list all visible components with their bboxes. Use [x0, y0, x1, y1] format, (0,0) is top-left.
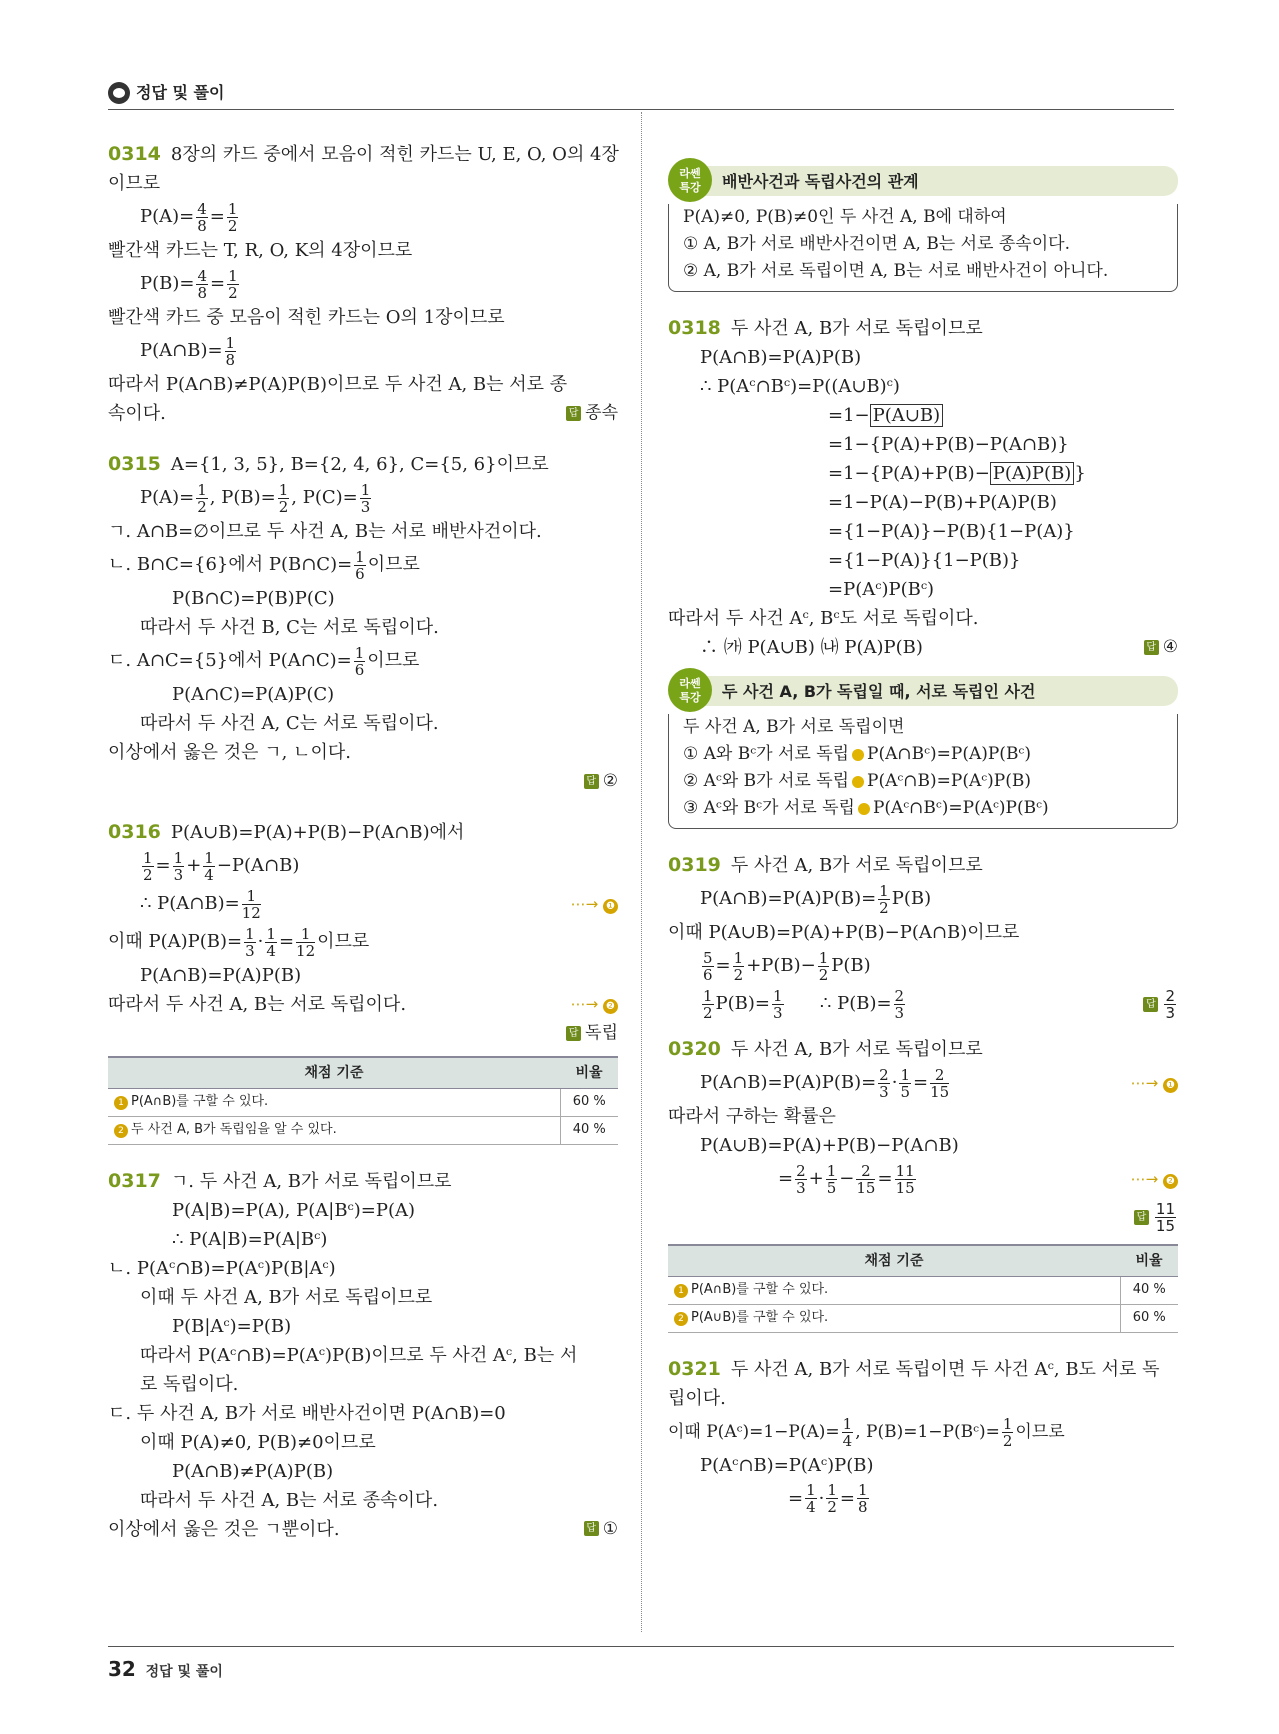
- line: 이때 P(A∪B)=P(A)+P(B)−P(A∩B)이므로: [668, 922, 1020, 943]
- line: =1−{P(A)+P(B)−: [828, 463, 990, 484]
- fraction: $\frac{1}{3}$: [173, 848, 184, 884]
- table-header: 비율: [560, 1057, 618, 1089]
- table-cell: 60 %: [1120, 1305, 1178, 1333]
- step-marker: ❶: [1163, 1078, 1178, 1093]
- line: ={1−P(A)}{1−P(B)}: [828, 550, 1021, 571]
- page-footer: [108, 1646, 1174, 1686]
- fraction: $\frac{1}{2}$: [197, 480, 207, 516]
- fraction: $\frac{1}{2}$: [879, 881, 889, 917]
- problem-number: 0321: [668, 1357, 721, 1380]
- arrow-icon: [852, 749, 864, 761]
- line: 8장의 카드 중에서 모음이 적힌 카드는 U, E, O, O의 4장: [170, 144, 619, 165]
- line: 따라서 두 사건 A, B는 서로 종속이다.: [140, 1489, 439, 1511]
- problem-number: 0317: [108, 1169, 161, 1192]
- line: , P(B)=: [209, 487, 276, 508]
- line: P(B): [831, 955, 871, 976]
- line: P(A∩Bᶜ)=P(A)P(Bᶜ): [867, 744, 1031, 764]
- fraction: $\frac{4}{8}$: [197, 199, 207, 235]
- line: 따라서 두 사건 A, C는 서로 독립이다.: [140, 713, 439, 734]
- fraction: $\frac{2}{3}$: [894, 986, 905, 1022]
- lecture-header: [679, 166, 1178, 196]
- line: A={1, 3, 5}, B={2, 4, 6}, C={5, 6}이므로: [170, 454, 549, 475]
- line: P(A∩B)=P(A)P(B)=: [700, 888, 877, 909]
- line: 이므로: [108, 173, 161, 194]
- line: P(A∪B)=P(A)+P(B)−P(A∩B)에서: [170, 822, 465, 843]
- answer-icon: 답: [566, 406, 581, 421]
- line: 이때 P(Aᶜ)=1−P(A)=: [668, 1421, 840, 1442]
- table-cell: 40 %: [1120, 1277, 1178, 1305]
- answer-icon: 답: [584, 1521, 599, 1536]
- line: 두 사건 A, B가 서로 독립이면 두 사건 Aᶜ, B도 서로 독: [730, 1358, 1160, 1380]
- answer: $\frac{2}{3}$: [1165, 987, 1175, 1022]
- fraction: $\frac{1}{2}$: [1002, 1414, 1013, 1450]
- problem-number: 0319: [668, 854, 721, 876]
- fraction: $\frac{1}{12}$: [296, 924, 316, 960]
- step-marker: ❷: [603, 999, 618, 1014]
- boxed-blank: P(A∪B): [870, 404, 943, 427]
- lecture-title: 배반사건과 독립사건의 관계: [722, 172, 919, 191]
- problem-0318: [668, 314, 1178, 662]
- fraction: $\frac{1}{4}$: [842, 1414, 853, 1450]
- line: 따라서 P(Aᶜ∩B)=P(Aᶜ)P(B)이므로 두 사건 Aᶜ, B는 서: [140, 1344, 578, 1366]
- line: P(A∩B)=: [140, 340, 223, 361]
- table-header: 채점 기준: [668, 1245, 1120, 1277]
- line: ① A, B가 서로 배반사건이면 A, B는 서로 종속이다.: [683, 234, 1070, 254]
- line: P(A∩B)≠P(A)P(B): [172, 1460, 334, 1482]
- problem-0320: 0320 두 사건 A, B가 서로 독립이므로 P(A∩B)=P(A)P(B)= $\frac{2}{3}$ · $\frac{1}{5}$ = $\frac{2}{15}$ ⋯→ ❶ 따라서 구하는 확률은 P(A∪B)=P(A)+P(B)−P(A∩B) = $\frac{2}{3}$ + $\frac{1}{5}$ − $\frac{2}{15}$ = $\frac{11}{15}$ ⋯→ ❷ 답 $\frac{11}{15}$ 채점 기준 비율 1 P(A∩B)를 구할 수 있다. 40 % 2 P(A∪B)를 구할 수 있다. 60 %: [668, 1035, 1178, 1333]
- line: P(A|B)=P(A), P(A|Bᶜ)=P(A): [172, 1199, 416, 1221]
- line: =P(Aᶜ)P(Bᶜ): [828, 579, 935, 600]
- fraction: $\frac{1}{4}$: [806, 1481, 816, 1517]
- line: 이므로: [1015, 1421, 1065, 1442]
- lecture-header: [679, 676, 1178, 706]
- answer: ④: [1162, 637, 1178, 657]
- fraction: $\frac{1}{5}$: [900, 1065, 910, 1101]
- line: , P(B)=1−P(Bᶜ)=: [855, 1421, 1000, 1442]
- answer-icon: 답: [1144, 640, 1159, 655]
- line: 로 독립이다.: [140, 1373, 239, 1395]
- table-header: 채점 기준: [108, 1057, 560, 1089]
- fraction: $\frac{2}{3}$: [796, 1161, 806, 1197]
- line: ∴ P(Aᶜ∩Bᶜ)=P((A∪B)ᶜ): [700, 376, 900, 397]
- fraction: $\frac{1}{5}$: [826, 1161, 837, 1197]
- problem-0321: 0321 두 사건 A, B가 서로 독립이면 두 사건 Aᶜ, B도 서로 독 립이다. 이때 P(Aᶜ)=1−P(A)= $\frac{1}{4}$ , P(B)=1−P(Bᶜ)= $\frac{1}{2}$ 이므로 P(Aᶜ∩B)=P(Aᶜ)P(B) = $\frac{1}{4}$ · $\frac{1}{2}$ = $\frac{1}{8}$: [668, 1355, 1178, 1518]
- line: 두 사건 A, B가 서로 독립이므로: [730, 1039, 983, 1060]
- table-row: [668, 1277, 1178, 1305]
- header-title: 정답 및 풀이: [136, 83, 225, 102]
- line: −P(A∩B): [216, 855, 300, 876]
- problem-number: 0316: [108, 821, 161, 843]
- line: ② Aᶜ와 B가 서로 독립: [683, 771, 850, 791]
- line: 따라서 두 사건 Aᶜ, Bᶜ도 서로 독립이다.: [668, 608, 979, 629]
- step-marker: 1: [674, 1284, 688, 1298]
- grading-table: [668, 1244, 1178, 1333]
- line: }: [1074, 463, 1086, 484]
- line: 이므로: [367, 554, 420, 575]
- line: 속이다.: [108, 403, 166, 424]
- left-column: [108, 140, 618, 1566]
- problem-number: 0315: [108, 453, 161, 475]
- special-lecture-box: [668, 676, 1178, 829]
- step-marker: 2: [114, 1124, 128, 1138]
- answer-icon: 답: [566, 1026, 581, 1041]
- line: ∴ P(B)=: [819, 993, 892, 1014]
- line: 두 사건 A, B가 서로 독립이면: [683, 717, 905, 737]
- line: P(A∩C)=P(A)P(C): [172, 684, 335, 705]
- column-divider: [641, 112, 642, 1632]
- problem-0314: 0314 8장의 카드 중에서 모음이 적힌 카드는 U, E, O, O의 4장 이므로 P(A)= $\frac{4}{8}$ = $\frac{1}{2}$ 빨간색 카드는 T, R, O, K의 4장이므로 P(B)= $\frac{4}{8}$ = $\frac{1}{2}$ 빨간색 카드 중 모음이 적힌 카드는 O의 1장이므로 P(A∩B)= $\frac{1}{8}$ 따라서 P(A∩B)≠P(A)P(B)이므로 두 사건 A, B는 서로 종 속이다. 답 종속: [108, 143, 619, 424]
- step-marker: ❷: [1163, 1174, 1178, 1189]
- line: 이므로: [317, 931, 370, 952]
- line: P(A∩B)=P(A)P(B): [700, 347, 862, 368]
- line: 따라서 두 사건 B, C는 서로 독립이다.: [140, 617, 439, 638]
- line: 따라서 P(A∩B)≠P(A)P(B)이므로 두 사건 A, B는 서로 종: [108, 374, 568, 395]
- line: 립이다.: [668, 1387, 726, 1409]
- table-cell: 40 %: [560, 1117, 618, 1145]
- line: ㄴ. B∩C={6}에서 P(B∩C)=: [108, 554, 353, 575]
- answer-icon: 답: [584, 774, 599, 789]
- line: 따라서 구하는 확률은: [668, 1106, 836, 1127]
- page-header: [108, 80, 1174, 110]
- grading-table: [108, 1056, 618, 1145]
- fraction: $\frac{2}{15}$: [856, 1161, 876, 1197]
- table-cell: 60 %: [560, 1089, 618, 1117]
- line: 이상에서 옳은 것은 ㄱ뿐이다.: [108, 1518, 340, 1540]
- footer-title: 정답 및 풀이: [145, 1664, 223, 1680]
- line: 두 사건 A, B가 서로 독립이므로: [730, 318, 983, 339]
- table-row: [108, 1117, 618, 1145]
- answer: ②: [602, 771, 618, 791]
- line: P(Aᶜ∩B)=P(Aᶜ)P(B): [867, 771, 1031, 791]
- problem-number: 0320: [668, 1038, 721, 1060]
- line: 따라서 두 사건 A, B는 서로 독립이다.: [108, 994, 407, 1015]
- line: P(B): [891, 888, 932, 909]
- fraction: $\frac{1}{2}$: [228, 266, 238, 302]
- fraction: $\frac{1}{3}$: [773, 986, 783, 1022]
- mascot-icon: [108, 82, 130, 104]
- line: P(Aᶜ∩B)=P(Aᶜ)P(B): [700, 1454, 874, 1476]
- page-number: 32: [108, 1657, 136, 1681]
- lecture-body: [668, 714, 1178, 829]
- fraction: $\frac{1}{12}$: [241, 886, 261, 922]
- line: 이때 두 사건 A, B가 서로 독립이므로: [140, 1286, 433, 1308]
- fraction: $\frac{5}{6}$: [703, 948, 713, 984]
- fraction: $\frac{1}{3}$: [360, 480, 371, 516]
- line: P(A)=: [140, 487, 195, 508]
- line: ∴ ㈎ P(A∪B) ㈏ P(A)P(B): [700, 637, 923, 658]
- step-marker: 1: [114, 1096, 128, 1110]
- answer: ①: [602, 1518, 618, 1539]
- line: P(B)=: [715, 993, 771, 1014]
- boxed-blank: P(A)P(B): [990, 462, 1075, 485]
- lecture-title: 두 사건 A, B가 독립일 때, 서로 독립인 사건: [722, 682, 1036, 701]
- answer: 종속: [585, 403, 618, 423]
- line: P(Aᶜ∩Bᶜ)=P(Aᶜ)P(Bᶜ): [872, 798, 1049, 818]
- answer-icon: 답: [1143, 997, 1158, 1012]
- problem-0315: [108, 450, 618, 796]
- fraction: $\frac{1}{2}$: [733, 948, 744, 984]
- line: ㄱ. 두 사건 A, B가 서로 독립이므로: [170, 1170, 452, 1192]
- line: P(A)=: [140, 206, 195, 227]
- line: ② A, B가 서로 독립이면 A, B는 서로 배반사건이 아니다.: [683, 261, 1109, 281]
- special-lecture-box: [668, 166, 1178, 292]
- answer: $\frac{11}{15}$: [1155, 1199, 1175, 1235]
- fraction: $\frac{1}{2}$: [227, 199, 238, 235]
- fraction: $\frac{1}{2}$: [703, 986, 713, 1022]
- problem-number: 0314: [108, 143, 161, 165]
- line: ㄷ. 두 사건 A, B가 서로 배반사건이면 P(A∩B)=0: [108, 1402, 506, 1424]
- line: , P(C)=: [291, 487, 358, 508]
- line: 이때 P(A)P(B)=: [108, 931, 243, 952]
- line: =1−P(A)−P(B)+P(A)P(B): [828, 492, 1057, 513]
- line: ㄴ. P(Aᶜ∩B)=P(Aᶜ)P(B|Aᶜ): [108, 1257, 336, 1279]
- line: ={1−P(A)}−P(B){1−P(A)}: [828, 521, 1075, 542]
- line: ∴ P(A|B)=P(A|Bᶜ): [172, 1228, 328, 1250]
- fraction: $\frac{1}{8}$: [858, 1481, 868, 1517]
- fraction: $\frac{1}{3}$: [245, 924, 255, 960]
- line: 이므로: [367, 650, 420, 671]
- table-row: [108, 1089, 618, 1117]
- table-row: [668, 1305, 1178, 1333]
- line: P(A∩B)=P(A)P(B): [140, 965, 302, 986]
- step-marker: ❶: [603, 899, 618, 914]
- lecture-badge: 라쎈 특강: [668, 158, 712, 202]
- problem-0319: 0319 두 사건 A, B가 서로 독립이므로 P(A∩B)=P(A)P(B)= $\frac{1}{2}$ P(B) 이때 P(A∪B)=P(A)+P(B)−P(A∩B)이므로 $\frac{5}{6}$ = $\frac{1}{2}$ +P(B)− $\frac{1}{2}$ P(B) $\frac{1}{2}$ P(B)= $\frac{1}{3}$ ∴ P(B)= $\frac{2}{3}$ 답 $\frac{2}{3}$: [668, 851, 1178, 1023]
- line: 이때 P(A)≠0, P(B)≠0이므로: [140, 1431, 376, 1453]
- fraction: $\frac{1}{8}$: [225, 333, 236, 369]
- fraction: $\frac{1}{4}$: [266, 924, 276, 960]
- fraction: $\frac{1}{6}$: [355, 547, 365, 583]
- fraction: $\frac{1}{6}$: [354, 643, 365, 679]
- line: =1−{P(A)+P(B)−P(A∩B)}: [828, 434, 1069, 455]
- fraction: $\frac{1}{2}$: [818, 948, 829, 984]
- line: =1−: [828, 405, 870, 426]
- fraction: $\frac{2}{15}$: [930, 1065, 950, 1101]
- fraction: $\frac{11}{15}$: [895, 1161, 915, 1197]
- line: ③ Aᶜ와 Bᶜ가 서로 독립: [683, 798, 855, 818]
- answer: 독립: [585, 1023, 618, 1043]
- line: 빨간색 카드는 T, R, O, K의 4장이므로: [108, 240, 413, 261]
- fraction: $\frac{1}{2}$: [827, 1481, 837, 1517]
- arrow-icon: [852, 776, 864, 788]
- fraction: $\frac{2}{3}$: [879, 1065, 889, 1101]
- table-cell: P(A∩B)를 구할 수 있다.: [691, 1282, 829, 1298]
- line: P(B)=: [140, 273, 195, 294]
- line: +P(B)−: [746, 955, 816, 976]
- line: P(B|Aᶜ)=P(B): [172, 1315, 292, 1337]
- table-cell: P(A∪B)를 구할 수 있다.: [691, 1310, 829, 1326]
- table-header: 비율: [1120, 1245, 1178, 1277]
- problem-0317: [108, 1167, 618, 1544]
- line: P(A)≠0, P(B)≠0인 두 사건 A, B에 대하여: [683, 207, 1007, 227]
- line: 빨간색 카드 중 모음이 적힌 카드는 O의 1장이므로: [108, 307, 505, 328]
- fraction: $\frac{1}{2}$: [143, 848, 153, 884]
- lecture-body: [668, 204, 1178, 292]
- answer-icon: 답: [1134, 1210, 1149, 1225]
- problem-number: 0318: [668, 317, 721, 339]
- line: ㄱ. A∩B=∅이므로 두 사건 A, B는 서로 배반사건이다.: [108, 521, 542, 542]
- line: P(A∪B)=P(A)+P(B)−P(A∩B): [700, 1135, 959, 1156]
- line: ∴ P(A∩B)=: [140, 893, 240, 914]
- line: 두 사건 A, B가 서로 독립이므로: [730, 855, 983, 876]
- step-marker: 2: [674, 1312, 688, 1326]
- fraction: $\frac{4}{8}$: [197, 266, 208, 302]
- fraction: $\frac{1}{2}$: [278, 480, 289, 516]
- line: P(B∩C)=P(B)P(C): [172, 588, 335, 609]
- right-column: [668, 166, 1178, 1540]
- line: P(A∩B)=P(A)P(B)=: [700, 1072, 877, 1093]
- line: ㄷ. A∩C={5}에서 P(A∩C)=: [108, 650, 352, 671]
- arrow-icon: [858, 803, 870, 815]
- problem-0316: 0316 P(A∪B)=P(A)+P(B)−P(A∩B)에서 $\frac{1}{2}$ = $\frac{1}{3}$ + $\frac{1}{4}$ −P(A∩B) ∴ P(A∩B)= $\frac{1}{12}$ ⋯→ ❶ 이때 P(A)P(B)= $\frac{1}{3}$ · $\frac{1}{4}$ = $\frac{1}{12}$ 이므로 P(A∩B)=P(A)P(B) 따라서 두 사건 A, B는 서로 독립이다. ⋯→ ❷ 답 독립 채점 기준 비율 1 P(A∩B)를 구할 수 있다. 60 % 2 두 사건 A, B가 독립임을 알 수 있다. 40 %: [108, 818, 618, 1145]
- lecture-badge: 라쎈 특강: [668, 668, 712, 712]
- table-cell: 두 사건 A, B가 독립임을 알 수 있다.: [131, 1122, 337, 1138]
- line: 이상에서 옳은 것은 ㄱ, ㄴ이다.: [108, 742, 351, 763]
- table-cell: P(A∩B)를 구할 수 있다.: [131, 1094, 269, 1110]
- fraction: $\frac{1}{4}$: [204, 848, 214, 884]
- line: ① A와 Bᶜ가 서로 독립: [683, 744, 850, 764]
